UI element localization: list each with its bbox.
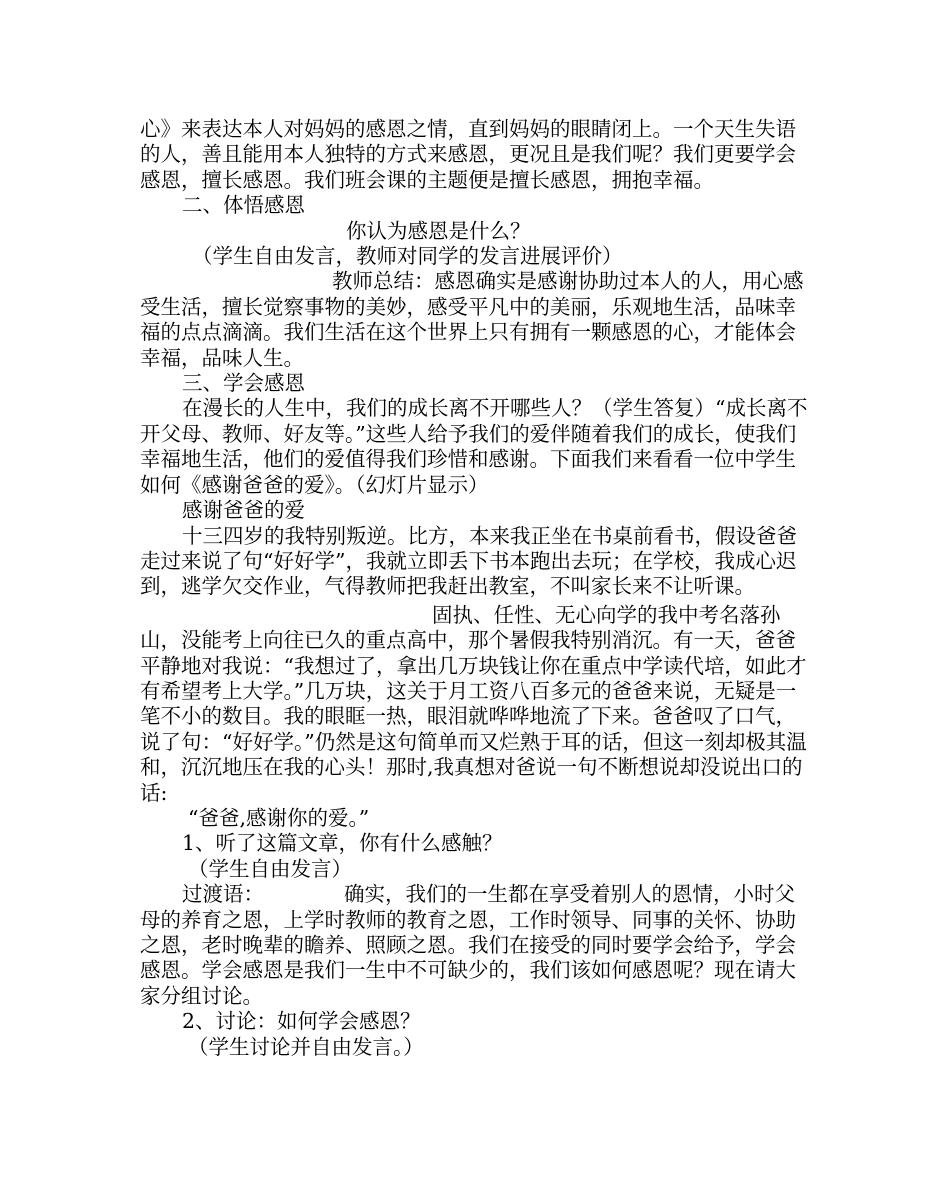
intro-paragraph: 心》来表达本人对妈妈的感恩之情，直到妈妈的眼睛闭上。一个天生失语的人，善且能用本人独特的方式来感恩，更况且是我们呢？我们更要学会感恩，擅长感恩。我们班会课的主题便是擅长感恩，拥抱幸福。 xyxy=(140,117,796,192)
section-heading-learn-gratitude: 三、学会感恩 xyxy=(182,371,305,396)
section-heading-experience-gratitude: 二、体悟感恩 xyxy=(182,193,305,218)
document-body xyxy=(140,117,812,1060)
student-free-speech-note: （学生自由发言） xyxy=(188,856,352,881)
story-paragraph-2: 固执、任性、无心向学的我中考名落孙山，没能考上向往已久的重点高中，那个暑假我特别消沉。有一天，爸爸平静地对我说：“我想过了，拿出几万块钱让你在重点中学读代培，如此才有希望考上大学。”几万块，这关于月工资八百多元的爸爸来说，无疑是一笔不小的数目。我的眼眶一热，眼泪就哗哗地流了下来。爸爸叹了口气，说了句：“好好学。”仍然是这句简单而又烂熟于耳的话，但这一刻却极其温和，沉沉地压在我的心头！那时,我真想对爸说一句不断想说却没说出口的话: xyxy=(140,602,807,805)
story-closing-quote: “爸爸,感谢你的爱。” xyxy=(188,805,370,830)
story-title: 感谢爸爸的爱 xyxy=(182,498,305,523)
question-discussion: 2、讨论：如何学会感恩？ xyxy=(182,1009,421,1034)
student-discussion-note: （学生自由发言，教师对同学的发言进展评价） xyxy=(192,244,623,269)
transition-label: 过渡语： xyxy=(182,882,264,907)
group-discussion-note: （学生讨论并自由发言。） xyxy=(188,1034,424,1059)
teacher-summary-paragraph: 教师总结：感恩确实是感谢协助过本人的人，用心感受生活，擅长觉察事物的美妙，感受平凡中的美丽，乐观地生活，品味幸福的点点滴滴。我们生活在这个世界上只有拥有一颗感恩的心，才能体会幸福，品味人生。 xyxy=(140,269,804,370)
growth-paragraph: 在漫长的人生中，我们的成长离不开哪些人？（学生答复）“成长离不开父母、教师、好友等。”这些人给予我们的爱伴随着我们的成长，使我们幸福地生活，他们的爱值得我们珍惜和感谢。下面我们来看看一位中学生如何《感谢爸爸的爱》。（幻灯片显示） xyxy=(140,396,808,497)
transition-body: 确实，我们的一生都在享受着别人的恩情，小时父母的养育之恩，上学时教师的教育之恩，工作时领导、同事的关怀、协助之恩，老时晚辈的瞻养、照顾之恩。我们在接受的同时要学会给予，学会感恩。学会感恩是我们一生中不可缺少的，我们该如何感恩呢？现在请大家分组讨论。 xyxy=(140,882,796,1008)
question-reflection: 1、听了这篇文章，你有什么感触？ xyxy=(182,831,503,856)
story-paragraph-1: 十三四岁的我特别叛逆。比方，本来我正坐在书桌前看书，假设爸爸走过来说了句“好好学”，我就立即丢下书本跑出去玩；在学校，我成心迟到，逃学欠交作业，气得教师把我赶出教室，不叫家长来不让听课。 xyxy=(140,523,797,599)
transition-paragraph xyxy=(140,882,812,1009)
question-what-is-gratitude: 你认为感恩是什么？ xyxy=(346,218,531,243)
